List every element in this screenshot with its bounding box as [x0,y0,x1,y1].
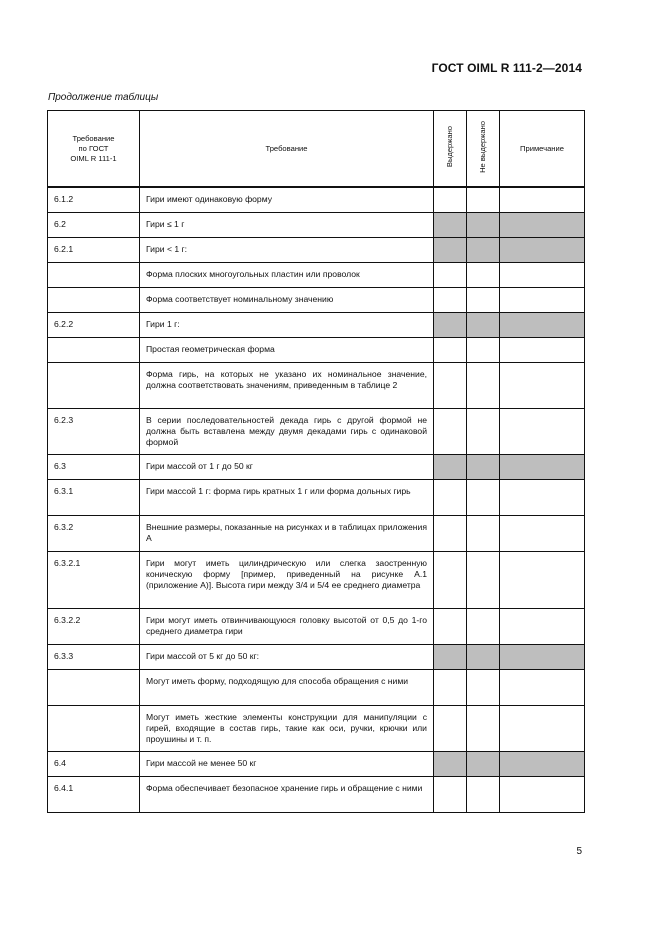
table-row [48,608,585,644]
table-row [48,751,585,776]
table-row [48,479,585,515]
requirement-text-cell: Гири массой от 1 г до 50 кг [140,454,434,479]
passed-cell [434,515,467,551]
column-header-ref: Требование по ГОСТ OIML R 111-1 [48,111,140,188]
note-cell [500,669,585,705]
table-row [48,312,585,337]
table-body [48,187,585,812]
passed-cell [434,776,467,812]
note-cell [500,551,585,608]
table-row [48,237,585,262]
failed-cell [467,705,500,751]
requirement-text-cell: Простая геометрическая форма [140,337,434,362]
note-cell [500,287,585,312]
note-cell [500,237,585,262]
passed-cell [434,551,467,608]
table-row [48,644,585,669]
table-row [48,515,585,551]
failed-cell [467,212,500,237]
requirement-ref-cell: 6.1.2 [48,187,140,212]
note-cell [500,705,585,751]
note-cell [500,362,585,408]
failed-cell [467,337,500,362]
requirement-ref-cell: 6.4 [48,751,140,776]
table-row [48,408,585,454]
requirement-text-cell: Могут иметь жесткие элементы конструкции для манипуляции с гирей, входящие в состав гирь, такие как оси, ручки, крючки или проушины и т. п. [140,705,434,751]
note-cell [500,212,585,237]
requirement-text-cell: Гири массой 1 г: форма гирь кратных 1 г или форма дольных гирь [140,479,434,515]
requirement-text-cell: Гири массой не менее 50 кг [140,751,434,776]
failed-cell [467,287,500,312]
column-header-note: Примечание [500,111,585,188]
requirement-text-cell: Могут иметь форму, подходящую для способа обращения с ними [140,669,434,705]
requirement-text-cell: Гири ≤ 1 г [140,212,434,237]
column-header-passed [434,111,467,188]
passed-cell [434,408,467,454]
requirement-ref-cell: 6.3.2.2 [48,608,140,644]
requirement-text-cell: Форма соответствует номинальному значению [140,287,434,312]
passed-cell [434,362,467,408]
failed-cell [467,669,500,705]
table-row [48,287,585,312]
passed-cell [434,751,467,776]
requirement-text-cell: Форма плоских многоугольных пластин или проволок [140,262,434,287]
passed-cell [434,644,467,669]
requirement-ref-cell: 6.2.3 [48,408,140,454]
table-row [48,776,585,812]
requirement-ref-cell [48,262,140,287]
passed-cell [434,337,467,362]
column-header-failed [467,111,500,188]
failed-cell [467,262,500,287]
note-cell [500,312,585,337]
requirement-text-cell: Гири могут иметь цилиндрическую или слегка заостренную коническую форму [пример, приведенный на рисунке А.1 (приложение А)]. Высота гири между 3/4 и 5/4 ее среднего диаметра [140,551,434,608]
table-row [48,187,585,212]
failed-cell [467,608,500,644]
passed-cell [434,287,467,312]
requirement-ref-cell: 6.3.2.1 [48,551,140,608]
failed-cell [467,776,500,812]
requirement-text-cell: Гири могут иметь отвинчивающуюся головку высотой от 0,5 до 1-го среднего диаметра гири [140,608,434,644]
requirement-ref-cell: 6.3.3 [48,644,140,669]
passed-cell [434,608,467,644]
table-row [48,212,585,237]
requirement-ref-cell: 6.2 [48,212,140,237]
requirement-text-cell: Гири 1 г: [140,312,434,337]
failed-cell [467,515,500,551]
failed-cell [467,644,500,669]
requirement-text-cell: Форма гирь, на которых не указано их номинальное значение, должна соответствовать значениям, приведенным в таблице 2 [140,362,434,408]
failed-cell [467,551,500,608]
column-header-requirement: Требование [140,111,434,188]
note-cell [500,187,585,212]
table-row [48,669,585,705]
requirement-ref-cell: 6.3.1 [48,479,140,515]
requirement-ref-cell [48,669,140,705]
note-cell [500,454,585,479]
table-row [48,337,585,362]
failed-cell [467,408,500,454]
requirement-ref-cell: 6.2.2 [48,312,140,337]
passed-cell [434,312,467,337]
table-row [48,262,585,287]
passed-cell [434,669,467,705]
requirement-text-cell: Гири имеют одинаковую форму [140,187,434,212]
passed-cell [434,705,467,751]
failed-cell [467,454,500,479]
failed-cell [467,312,500,337]
failed-cell [467,479,500,515]
requirement-ref-cell: 6.2.1 [48,237,140,262]
failed-cell [467,237,500,262]
requirement-text-cell: Внешние размеры, показанные на рисунках и в таблицах приложения А [140,515,434,551]
column-header-failed-label: Не выдержано [478,121,487,173]
passed-cell [434,212,467,237]
requirement-text-cell: Форма обеспечивает безопасное хранение гирь и обращение с ними [140,776,434,812]
note-cell [500,479,585,515]
requirement-ref-cell: 6.3 [48,454,140,479]
note-cell [500,608,585,644]
table-row [48,454,585,479]
failed-cell [467,362,500,408]
table-row [48,705,585,751]
passed-cell [434,454,467,479]
note-cell [500,776,585,812]
note-cell [500,644,585,669]
table-header-row [48,111,585,188]
passed-cell [434,187,467,212]
note-cell [500,751,585,776]
table-row [48,362,585,408]
requirement-ref-cell [48,362,140,408]
requirement-text-cell: В серии последовательностей декада гирь с другой формой не должна быть вставлена между двумя декадами гирь с одинаковой формой [140,408,434,454]
note-cell [500,262,585,287]
requirement-text-cell: Гири массой от 5 кг до 50 кг: [140,644,434,669]
table-continuation-label: Продолжение таблицы [48,92,159,103]
column-header-passed-label: Выдержано [445,126,454,168]
requirement-ref-cell: 6.4.1 [48,776,140,812]
note-cell [500,408,585,454]
requirement-ref-cell [48,337,140,362]
passed-cell [434,262,467,287]
requirement-text-cell: Гири < 1 г: [140,237,434,262]
table-row [48,551,585,608]
note-cell [500,515,585,551]
document-code: ГОСТ OIML R 111-2—2014 [431,61,582,75]
requirement-ref-cell [48,287,140,312]
page-number: 5 [576,846,582,857]
requirement-ref-cell [48,705,140,751]
failed-cell [467,751,500,776]
passed-cell [434,237,467,262]
passed-cell [434,479,467,515]
note-cell [500,337,585,362]
failed-cell [467,187,500,212]
requirement-ref-cell: 6.3.2 [48,515,140,551]
requirements-table [47,110,585,813]
